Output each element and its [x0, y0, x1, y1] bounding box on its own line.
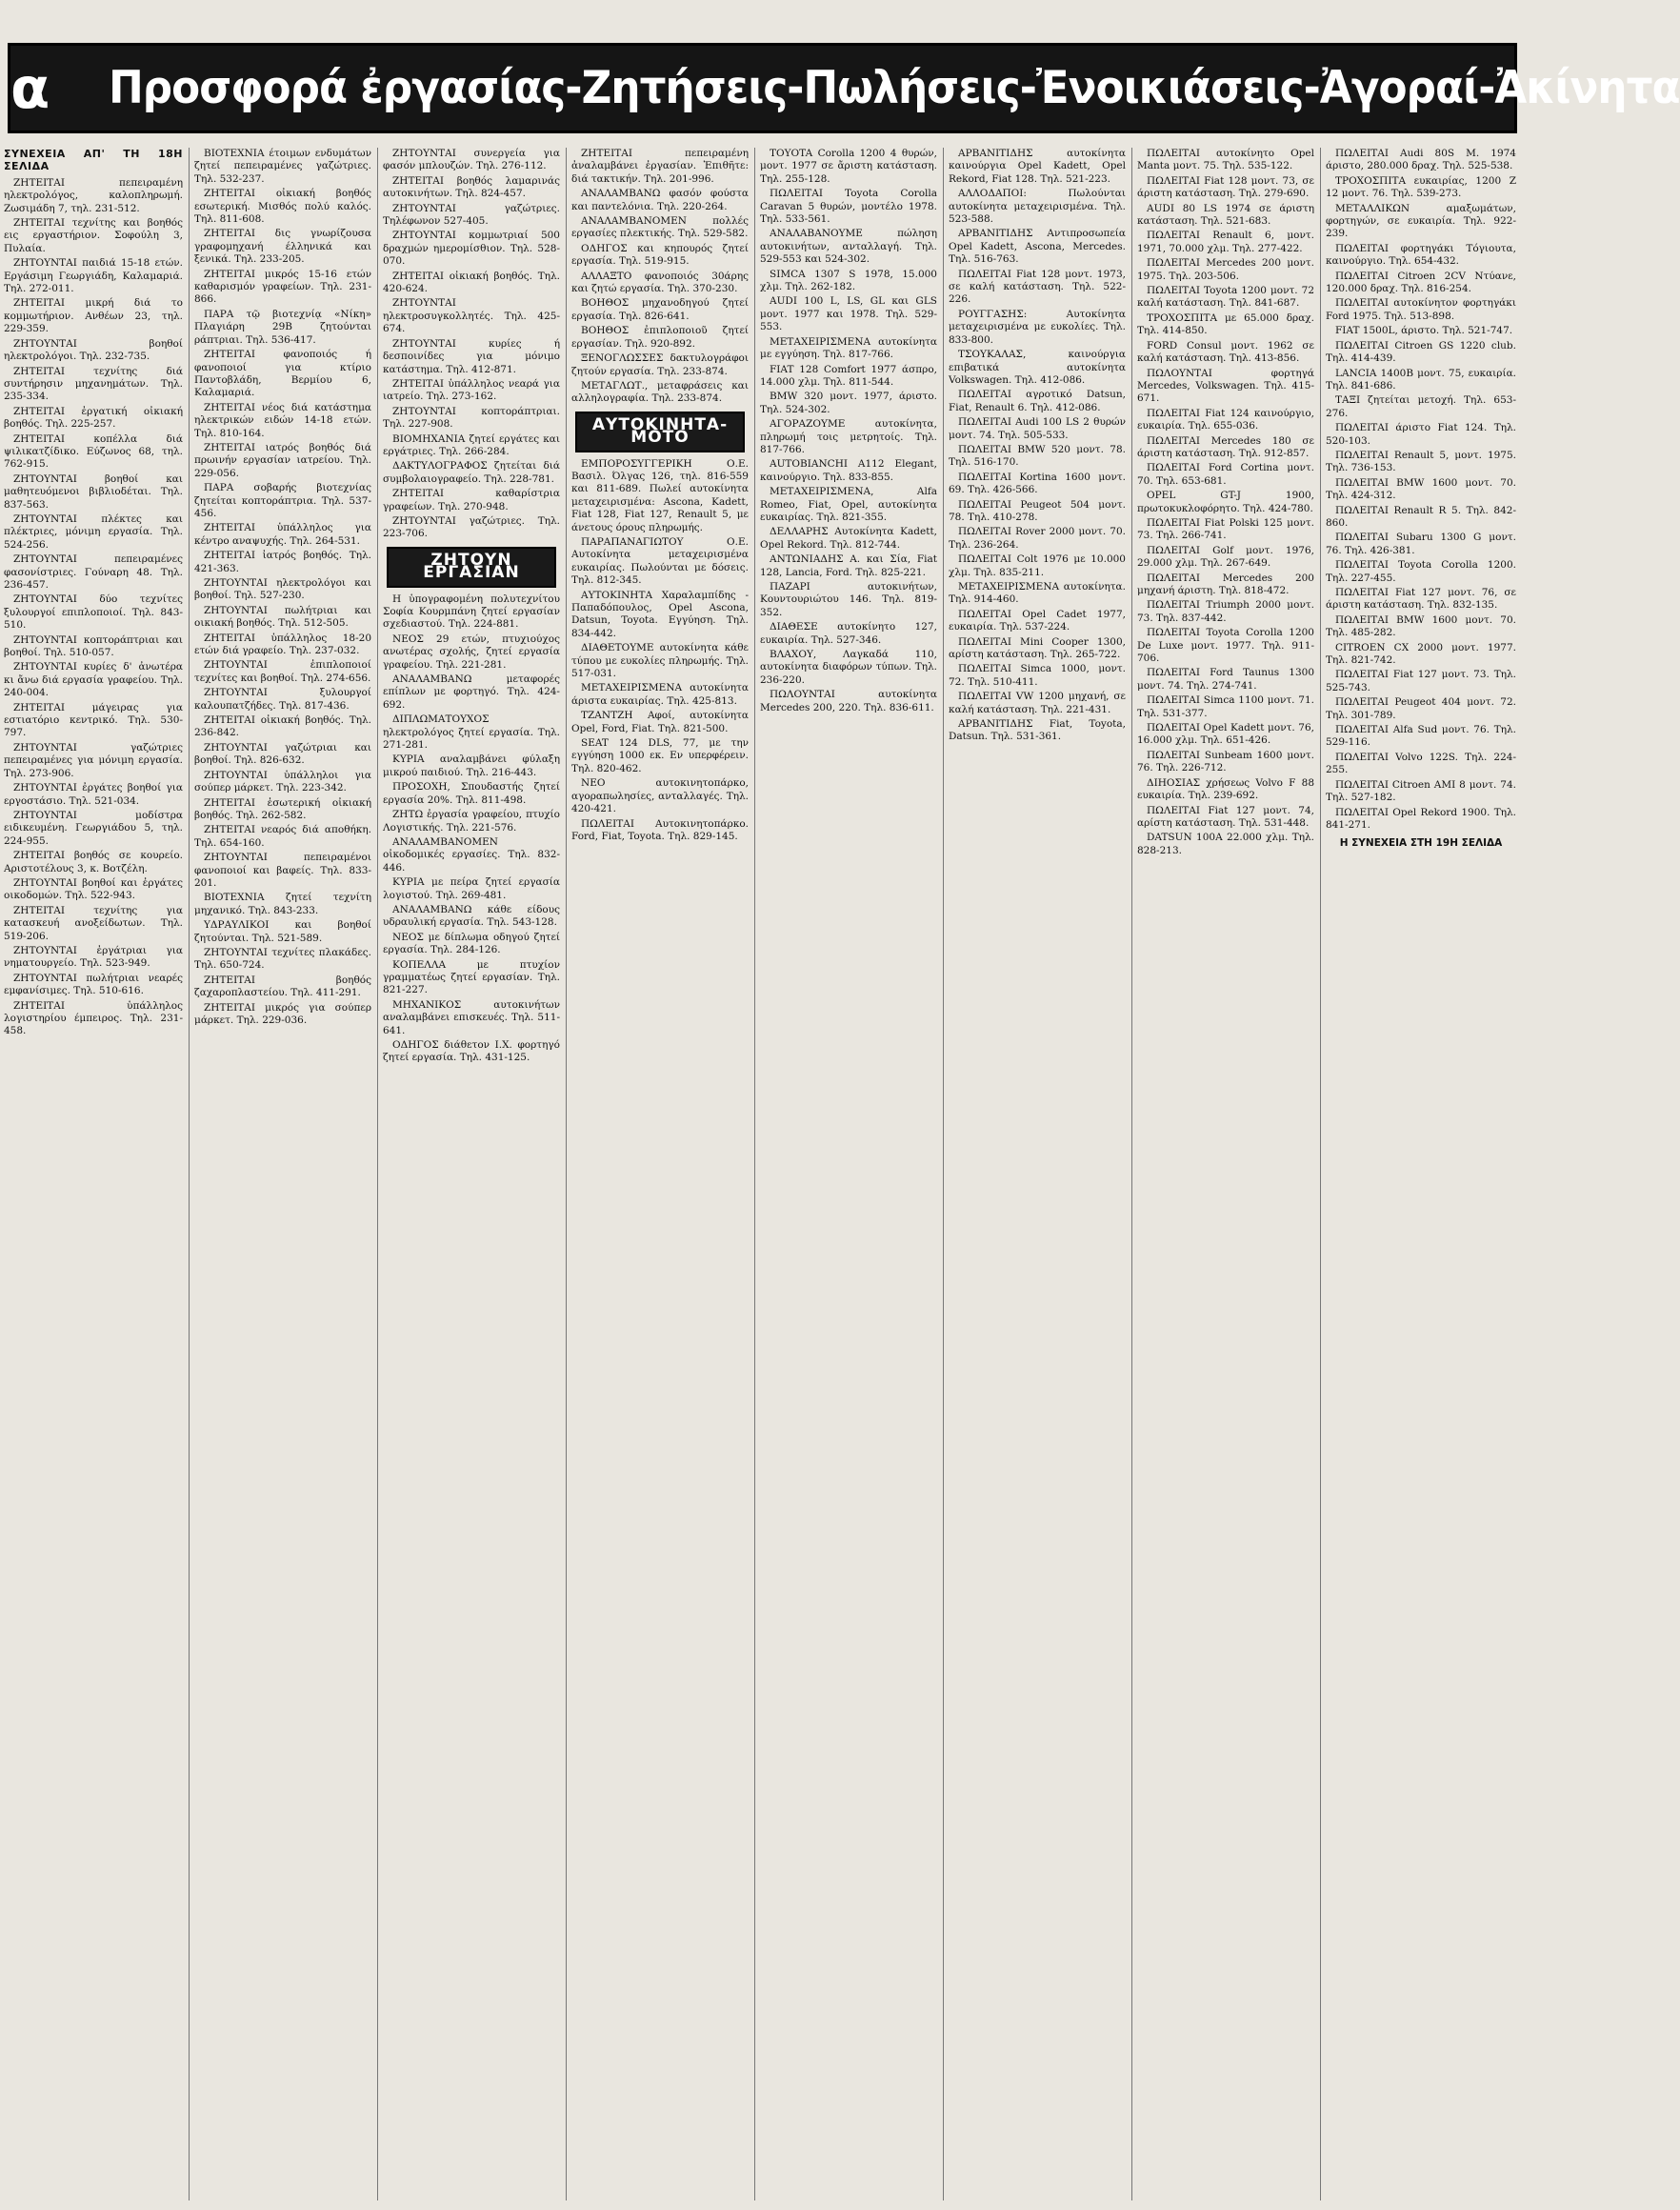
- classified-ad: ΠΩΛΕΙΤΑΙ Mercedes 180 σε άριστη κατάσταση. Τηλ. 912-857.: [1137, 434, 1314, 459]
- classified-ad: ΠΩΛΕΙΤΑΙ Colt 1976 με 10.000 χλμ. Τηλ. 835-211.: [949, 553, 1126, 578]
- classified-ad: ΠΩΛΕΙΤΑΙ αυτοκίνητον φορτηγάκι Ford 1975. Τηλ. 513-898.: [1326, 297, 1516, 322]
- classified-ad: ΑΝΑΛΑΜΒΑΝΩ φασόν φούστα και παντελόνια. Τηλ. 220-264.: [571, 188, 749, 212]
- classified-ad: LANCIA 1400Β μοντ. 75, ευκαιρία. Τηλ. 841-686.: [1326, 367, 1516, 392]
- classified-ad: ΖΗΤΕΙΤΑΙ ιατρός βοηθός διά πρωινήν εργασίαν ιατρείου. Τηλ. 229-056.: [194, 441, 371, 479]
- classified-ad: ΤΡΟΧΟΣΠΙΤΑ με 65.000 δραχ. Τηλ. 414-850.: [1137, 311, 1314, 337]
- classified-ad: ΖΗΤΕΙΤΑΙ βοηθός σε κουρείο. Αριστοτέλους 3, κ. Βοτζέλη.: [4, 850, 183, 874]
- classified-ad: ΠΩΛΕΙΤΑΙ Kortina 1600 μοντ. 69. Τηλ. 426-566.: [949, 471, 1126, 496]
- classified-ad: ΠΩΛΟΥΝΤΑΙ φορτηγά Mercedes, Volkswagen. Τηλ. 415-671.: [1137, 367, 1314, 405]
- classified-ad: ΜΗΧΑΝΙΚΟΣ αυτοκινήτων αναλαμβάνει επισκευές. Τηλ. 511-641.: [383, 998, 560, 1036]
- classified-ad: ΥΔΡΑΥΛΙΚΟΙ και βοηθοί ζητούνται. Τηλ. 521-589.: [194, 919, 371, 944]
- classified-ad: ΖΗΤΕΙΤΑΙ νέος διά κατάστημα ηλεκτρικών ειδών 14-18 ετών. Τηλ. 810-164.: [194, 401, 371, 439]
- classified-ad: ΜΕΤΑΓΛΩΤ., μεταφράσεις και αλληλογραφία. Τηλ. 233-874.: [571, 379, 749, 405]
- classified-ad: ΖΗΤΟΥΝΤΑΙ ἐργάτες βοηθοί για εργοστάσιο. Τηλ. 521-034.: [4, 782, 183, 807]
- classified-ad: ΑΡΒΑΝΙΤΙΔΗΣ αυτοκίνητα καινούργια Opel Kadett, Opel Rekord, Fiat 128. Τηλ. 521-223.: [949, 148, 1126, 185]
- classified-ad: ΠΑΡΑ σοβαρής βιοτεχνίας ζητείται κοπτοράπτρια. Τηλ. 537-456.: [194, 482, 371, 519]
- classified-ad: ΠΩΛΕΙΤΑΙ Ford Cortina μοντ. 70. Τηλ. 653-681.: [1137, 462, 1314, 487]
- classified-ad: ΠΩΛΕΙΤΑΙ Simca 1000, μοντ. 72. Τηλ. 510-411.: [949, 663, 1126, 688]
- classified-ad: ΠΩΛΕΙΤΑΙ Volvo 122S. Τηλ. 224-255.: [1326, 751, 1516, 776]
- classified-ad: ΠΩΛΕΙΤΑΙ Renault R 5. Τηλ. 842-860.: [1326, 504, 1516, 529]
- classified-ad: ΖΗΤΕΙΤΑΙ ἐργατική οἰκιακή βοηθός. Τηλ. 225-257.: [4, 405, 183, 431]
- ad-column-4: [571, 148, 749, 2200]
- ad-column-8: [1326, 148, 1516, 2200]
- classified-ad: ΠΩΛΕΙΤΑΙ Triumph 2000 μοντ. 73. Τηλ. 837-442.: [1137, 599, 1314, 624]
- classified-ad: ΖΗΤΟΥΝΤΑΙ πλέκτες και πλέκτριες, μόνιμη εργασία. Τηλ. 524-256.: [4, 512, 183, 551]
- classified-ad: ΠΩΛΕΙΤΑΙ BMW 1600 μοντ. 70. Τηλ. 424-312.: [1326, 476, 1516, 502]
- classified-ad: ΑΝΑΛΑΒΑΝΟΥΜΕ πώληση αυτοκινήτων, ανταλλαγή. Τηλ. 529-553 και 524-302.: [760, 228, 937, 266]
- classified-ad: ΝΕΟ αυτοκινητοπάρκο, αγοραπωλησίες, ανταλλαγές. Τηλ. 420-421.: [571, 777, 749, 815]
- classified-ad: ΠΩΛΕΙΤΑΙ Renault 5, μοντ. 1975. Τηλ. 736-153.: [1326, 449, 1516, 474]
- classified-ad: ΖΗΤΕΙΤΑΙ βοηθός ζαχαροπλαστείου. Τηλ. 411-291.: [194, 974, 371, 999]
- classified-ad: ΔΙΑΘΕΤΟΥΜΕ αυτοκίνητα κάθε τύπου με ευκολίες πληρωμής. Τηλ. 517-031.: [571, 642, 749, 680]
- classified-ad: ΠΩΛΕΙΤΑΙ Fiat 127 μοντ. 76, σε άριστη κατάσταση. Τηλ. 832-135.: [1326, 587, 1516, 612]
- classified-ad: ΠΩΛΕΙΤΑΙ Peugeot 404 μοντ. 72. Τηλ. 301-789.: [1326, 696, 1516, 721]
- classified-ad: ΠΩΛΕΙΤΑΙ Peugeot 504 μοντ. 78. Τηλ. 410-278.: [949, 498, 1126, 523]
- classified-ad: ΠΩΛΕΙΤΑΙ Citroen 2CV Ντύανε, 120.000 δραχ. Τηλ. 816-254.: [1326, 270, 1516, 295]
- classified-ad: ΖΗΤΕΙΤΑΙ μικρός για σούπερ μάρκετ. Τηλ. 229-036.: [194, 1001, 371, 1026]
- classified-ad: ΠΩΛΕΙΤΑΙ Fiat 124 καινούργιο, ευκαιρία. Τηλ. 655-036.: [1137, 407, 1314, 432]
- column-divider: [1131, 148, 1132, 2200]
- classified-ad: ΖΗΤΟΥΝΤΑΙ κομμωτριαί 500 δραχμών ημερομίσθιον. Τηλ. 528-070.: [383, 230, 560, 268]
- classified-ad: ΚΥΡΙΑ με πείρα ζητεί εργασία λογιστού. Τηλ. 269-481.: [383, 876, 560, 901]
- column-divider: [189, 148, 190, 2200]
- classified-ad: ΖΗΤΕΙΤΑΙ οἰκιακή βοηθός. Τηλ. 236-842.: [194, 714, 371, 739]
- classified-ad: ΖΗΤΟΥΝΤΑΙ κοπτοράπτριαι. Τηλ. 227-908.: [383, 405, 560, 431]
- classified-ad: ΖΗΤΕΙΤΑΙ μικρή διά το κομμωτήριον. Ανθέων 23, τηλ. 229-359.: [4, 297, 183, 335]
- classified-ad: ΖΗΤΕΙΤΑΙ τεχνίτης διά συντήρησιν μηχανημάτων. Τηλ. 235-334.: [4, 365, 183, 403]
- classified-ad: ΠΩΛΕΙΤΑΙ Renault 6, μοντ. 1971, 70.000 χλμ. Τηλ. 277-422.: [1137, 230, 1314, 254]
- classified-ad: ΔΙΑΘΕΣΕ αυτοκίνητο 127, ευκαιρία. Τηλ. 527-346.: [760, 621, 937, 646]
- classified-ad: ΞΕΝΟΓΛΩΣΣΕΣ δακτυλογράφοι ζητούν εργασία. Τηλ. 233-874.: [571, 352, 749, 377]
- classified-ad: ΠΑΡΑ τῷ βιοτεχνίᾳ «Νίκη» Πλαγιάρη 29Β ζητούνται ράπτριαι. Τηλ. 536-417.: [194, 308, 371, 346]
- classified-ad: ΖΗΤΕΙΤΑΙ τεχνίτης για κατασκευή ανοξείδωτων. Τηλ. 519-206.: [4, 904, 183, 942]
- classified-ad: ΖΗΤΟΥΝΤΑΙ βοηθοί και μαθητευόμενοι βιβλιοδέται. Τηλ. 837-563.: [4, 472, 183, 511]
- classified-ad: ΠΩΛΕΙΤΑΙ Rover 2000 μοντ. 70. Τηλ. 236-264.: [949, 526, 1126, 551]
- banner-edge-letter: α: [10, 54, 50, 122]
- classified-ad: ΖΗΤΕΙΤΑΙ βοηθός λαμαρινάς αυτοκινήτων. Τηλ. 824-457.: [383, 174, 560, 200]
- classified-ad: ΒΟΗΘΟΣ ἐπιπλοποιοῦ ζητεί εργασίαν. Τηλ. 920-892.: [571, 325, 749, 350]
- section-heading: ΖΗΤΟΥΝ ΕΡΓΑΣΙΑΝ: [387, 547, 556, 588]
- classified-ad: ΠΩΛΕΙΤΑΙ Sunbeam 1600 μοντ. 76. Τηλ. 226-712.: [1137, 749, 1314, 774]
- classified-ad: ΖΗΤΟΥΝΤΑΙ γαζώτριες πεπειραμένες για μόνιμη εργασία. Τηλ. 273-906.: [4, 741, 183, 779]
- classified-ad: ΖΗΤΟΥΝΤΑΙ δύο τεχνίτες ξυλουργοί επιπλοποιοί. Τηλ. 843-510.: [4, 593, 183, 632]
- classified-ad: ΖΗΤΟΥΝΤΑΙ κυρίες ή δεσποινίδες για μόνιμο κατάστημα. Τηλ. 412-871.: [383, 337, 560, 375]
- classified-ad: ΠΩΛΕΙΤΑΙ Audi 100 LS 2 θυρών μοντ. 74. Τηλ. 505-533.: [949, 416, 1126, 441]
- classified-ad: ΖΗΤΟΥΝΤΑΙ γαζώτριαι και βοηθοί. Τηλ. 826-632.: [194, 741, 371, 767]
- classified-ad: ΒΟΗΘΟΣ μηχανοδηγού ζητεί εργασία. Τηλ. 826-641.: [571, 297, 749, 322]
- classified-ad: TOYOTA Corolla 1200 4 θυρών, μοντ. 1977 σε ἄριστη κατάσταση. Τηλ. 255-128.: [760, 148, 937, 185]
- classified-ad: ΖΗΤΟΥΝΤΑΙ ηλεκτροσυγκολλητές. Τηλ. 425-674.: [383, 297, 560, 335]
- classified-ad: ΔΙΠΛΩΜΑΤΟΥΧΟΣ ηλεκτρολόγος ζητεί εργασία. Τηλ. 271-281.: [383, 713, 560, 752]
- classified-ad: ΠΩΛΕΙΤΑΙ Audi 80S Μ. 1974 άριστο, 280.000 δραχ. Τηλ. 525-538.: [1326, 148, 1516, 172]
- classified-ad: ΖΗΤΟΥΝΤΑΙ πωλήτριαι και οικιακή βοηθός. Τηλ. 512-505.: [194, 604, 371, 630]
- classified-ad: ΖΗΤΕΙΤΑΙ οἰκιακή βοηθός. Τηλ. 420-624.: [383, 270, 560, 295]
- classified-ad: ΠΩΛΕΙΤΑΙ Simca 1100 μοντ. 71. Τηλ. 531-377.: [1137, 694, 1314, 719]
- classified-ad: ΖΗΤΕΙΤΑΙ μικρός 15-16 ετών καθαρισμόν γραφείων. Τηλ. 231-866.: [194, 268, 371, 306]
- classified-ad: ΔΙΗΟΣΙΑΣ χρήσεως Volvo F 88 ευκαιρία. Τηλ. 239-692.: [1137, 776, 1314, 802]
- classified-ad: Η ὑπογραφομένη πολυτεχνίτου Σοφία Κουρμπάνη ζητεί εργασίαν σχεδιαστού. Τηλ. 224-881.: [383, 593, 560, 631]
- classified-ad: ΒΙΟΜΗΧΑΝΙΑ ζητεί εργάτες και εργάτριες. Τηλ. 266-284.: [383, 432, 560, 457]
- classified-ad: ΝΕΟΣ με δίπλωμα οδηγού ζητεί εργασία. Τηλ. 284-126.: [383, 931, 560, 956]
- classified-ad: ΔΑΚΤΥΛΟΓΡΑΦΟΣ ζητείται διά συμβολαιογραφείο. Τηλ. 228-781.: [383, 460, 560, 485]
- classified-ad: ΠΩΛΕΙΤΑΙ Alfa Sud μοντ. 76. Τηλ. 529-116.: [1326, 724, 1516, 749]
- classified-ad: ΖΗΤΕΙΤΑΙ φανοποιός ή φανοποιοί για κτίριο Παντοβλάδη, Βερμίου 6, Καλαμαριά.: [194, 349, 371, 399]
- classified-ad: ΑΝΤΩΝΙΑΔΗΣ Α. και Σία, Fiat 128, Lancia, Ford. Τηλ. 825-221.: [760, 553, 937, 578]
- classified-ad: ΖΗΤΕΙΤΑΙ ὑπάλληλος για κέντρο αναψυχής. Τηλ. 264-531.: [194, 522, 371, 547]
- continuation-header: ΣΥΝΕΧΕΙΑ ΑΠ' ΤΗ 18Η ΣΕΛΙΔΑ: [4, 148, 183, 173]
- classified-ad: ΠΩΛΕΙΤΑΙ Opel Kadett μοντ. 76, 16.000 χλμ. Τηλ. 651-426.: [1137, 722, 1314, 747]
- classified-ad: ΑΝΑΛΑΜΒΑΝΩ μεταφορές επίπλων με φορτηγό. Τηλ. 424-692.: [383, 673, 560, 711]
- classified-ad: ΟΔΗΓΟΣ διάθετον Ι.Χ. φορτηγό ζητεί εργασία. Τηλ. 431-125.: [383, 1039, 560, 1064]
- column-divider: [377, 148, 378, 2200]
- classified-ad: FIAT 128 Comfort 1977 άσπρο, 14.000 χλμ. Τηλ. 811-544.: [760, 363, 937, 388]
- classified-ad: ΖΗΤΟΥΝΤΑΙ ἐργάτριαι για νηματουργείο. Τηλ. 523-949.: [4, 944, 183, 970]
- classified-ad: ΠΑΖΑΡΙ αυτοκινήτων, Κουντουριώτου 146. Τηλ. 819-352.: [760, 581, 937, 618]
- classified-ad: ΖΗΤΟΥΝΤΑΙ ὑπάλληλοι για σούπερ μάρκετ. Τηλ. 223-342.: [194, 769, 371, 794]
- classified-ad: ΖΗΤΟΥΝΤΑΙ ἐπιπλοποιοί τεχνίτες και βοηθοί. Τηλ. 274-656.: [194, 659, 371, 684]
- classified-ad: ΠΩΛΕΙΤΑΙ Ford Taunus 1300 μοντ. 74. Τηλ. 274-741.: [1137, 667, 1314, 692]
- classified-ad: ΠΩΛΕΙΤΑΙ Mercedes 200 μηχανή άριστη. Τηλ. 818-472.: [1137, 572, 1314, 596]
- classified-ad: ΖΗΤΟΥΝΤΑΙ πωλήτριαι νεαρές εμφανίσιμες. Τηλ. 510-616.: [4, 972, 183, 997]
- classified-ad: ΖΗΤΕΙΤΑΙ κοπέλλα διά ψιλικατζίδικο. Εύζωνος 68, τηλ. 762-915.: [4, 432, 183, 471]
- classified-ad: DATSUN 100Α 22.000 χλμ. Τηλ. 828-213.: [1137, 832, 1314, 856]
- classified-ad: SEAT 124 DLS, 77, με την εγγύηση 1000 εκ. Εν υπερφέρειν. Τηλ. 820-462.: [571, 737, 749, 774]
- classified-ad: ΖΗΤΕΙΤΑΙ ἐσωτερική οἰκιακή βοηθός. Τηλ. 262-582.: [194, 796, 371, 821]
- classified-ad: ΖΗΤΟΥΝΤΑΙ πεπειραμένες φασονίστριες. Γούναρη 48. Τηλ. 236-457.: [4, 553, 183, 591]
- classified-ad: ΔΕΛΛΑΡΗΣ Αυτοκίνητα Kadett, Opel Rekord. Τηλ. 812-744.: [760, 526, 937, 551]
- classified-ad: ΜΕΤΑΧΕΙΡΙΣΜΕΝΑ αυτοκίνητα άριστα ευκαιρίας. Τηλ. 425-813.: [571, 682, 749, 707]
- classified-ad: ΑΛΛΟΔΑΠΟΙ: Πωλούνται αυτοκίνητα μεταχειρισμένα. Τηλ. 523-588.: [949, 188, 1126, 226]
- classified-ad: ΖΗΤΕΙΤΑΙ τεχνίτης και βοηθός εις εργαστήριον. Σοφούλη 3, Πυλαία.: [4, 217, 183, 254]
- classified-ad: ΖΗΤΕΙΤΑΙ πεπειραμένη ἀναλαμβάνει ἐργασίαν. Ἐπιθῆτε: διά τακτικήν. Τηλ. 201-996.: [571, 148, 749, 185]
- classified-ad: ΠΩΛΕΙΤΑΙ Fiat 127 μοντ. 73. Τηλ. 525-743.: [1326, 669, 1516, 693]
- ad-column-5: [760, 148, 937, 2200]
- classified-ad: AUDI 100 L, LS, GL και GLS μοντ. 1977 και 1978. Τηλ. 529-553.: [760, 295, 937, 333]
- classified-ad: FIAT 1500L, άριστο. Τηλ. 521-747.: [1335, 325, 1513, 337]
- classified-ad: ΚΟΠΕΛΛΑ με πτυχίον γραμματέως ζητεί εργασίαν. Τηλ. 821-227.: [383, 958, 560, 996]
- classified-ad: ΠΩΛΕΙΤΑΙ Mini Cooper 1300, αρίστη κατάσταση. Τηλ. 265-722.: [949, 635, 1126, 661]
- classified-ad: ΠΑΡΑΠΑΝΑΓΙΩΤΟΥ Ο.Ε. Αυτοκίνητα μεταχειρισμένα ευκαιρίας. Πωλούνται με δόσεις. Τηλ. 812-345.: [571, 535, 749, 587]
- classified-ad: ΖΗΤΕΙΤΑΙ ὑπάλληλος νεαρά για ιατρείο. Τηλ. 273-162.: [383, 377, 560, 403]
- classified-ad: ΠΩΛΕΙΤΑΙ Toyota Corolla 1200 De Luxe μοντ. 1977. Τηλ. 911-706.: [1137, 627, 1314, 665]
- classified-ad: ΖΗΤΕΙΤΑΙ νεαρός διά αποθήκη. Τηλ. 654-160.: [194, 824, 371, 849]
- classified-ad: AUDI 80 LS 1974 σε άριστη κατάσταση. Τηλ. 521-683.: [1137, 202, 1314, 228]
- classified-ad: ΠΩΛΕΙΤΑΙ Αυτοκινητοπάρκο. Ford, Fiat, Toyota. Τηλ. 829-145.: [571, 817, 749, 842]
- classified-ad: ΠΩΛΕΙΤΑΙ BMW 520 μοντ. 78. Τηλ. 516-170.: [949, 443, 1126, 469]
- classified-ad: ΟΔΗΓΟΣ και κηπουρός ζητεί εργασία. Τηλ. 519-915.: [571, 242, 749, 268]
- classified-ad: ΠΩΛΕΙΤΑΙ άριστο Fiat 124. Τηλ. 520-103.: [1326, 422, 1516, 447]
- classified-ad: SIMCA 1307 S 1978, 15.000 χλμ. Τηλ. 262-182.: [760, 268, 937, 293]
- classified-ad: ΠΡΟΣΟΧΗ, Σπουδαστής ζητεί εργασία 20%. Τηλ. 811-498.: [383, 781, 560, 806]
- classified-ad: ΖΗΤΟΥΝΤΑΙ κυρίες δ' ἀνωτέρα κι ἄνω διά εργασία γραφείου. Τηλ. 240-004.: [4, 661, 183, 699]
- classifieds-banner: [8, 43, 1680, 133]
- classified-ad: ΤΣΟΥΚΑΛΑΣ, καινούργια επιβατικά αυτοκίνητα Volkswagen. Τηλ. 412-086.: [949, 349, 1126, 386]
- classified-ad: ΒΙΟΤΕΧΝΙΑ ζητεί τεχνίτη μηχανικό. Τηλ. 843-233.: [194, 892, 371, 916]
- classified-ad: FORD Consul μοντ. 1962 σε καλή κατάσταση. Τηλ. 413-856.: [1137, 339, 1314, 365]
- classified-ad: ΠΩΛΕΙΤΑΙ αγροτικό Datsun, Fiat, Renault 6. Τηλ. 412-086.: [949, 389, 1126, 413]
- classified-ad: ΖΗΤΟΥΝΤΑΙ ηλεκτρολόγοι και βοηθοί. Τηλ. 527-230.: [194, 577, 371, 602]
- classified-ad: ΠΩΛΕΙΤΑΙ Fiat 127 μοντ. 74, αρίστη κατάσταση. Τηλ. 531-448.: [1137, 804, 1314, 829]
- banner-title: Προσφορά ἐργασίας-Ζητήσεις-Πωλήσεις-Ἐνοικιάσεις-Ἀγοραί-Ἀκίνητα: [109, 62, 1680, 114]
- classified-ad: ΖΗΤΕΙΤΑΙ ὑπάλληλος 18-20 ετών διά γραφείο. Τηλ. 237-032.: [194, 632, 371, 657]
- classified-ad: ΖΗΤΟΥΝΤΑΙ μοδίστρα ειδικευμένη. Γεωργιάδου 5, τηλ. 224-955.: [4, 809, 183, 847]
- classified-ad: ΖΗΤΕΙΤΑΙ πεπειραμένη ηλεκτρολόγος, καλοπληρωμή. Ζωσιμάδη 7, τηλ. 231-512.: [4, 176, 183, 214]
- classified-ad: ΖΗΤΟΥΝΤΑΙ κοπτοράπτριαι και βοηθοί. Τηλ. 510-057.: [4, 633, 183, 659]
- classified-ad: ΠΩΛΕΙΤΑΙ Opel Cadet 1977, ευκαιρία. Τηλ. 537-224.: [949, 608, 1126, 633]
- classified-ad: ΖΗΤΟΥΝΤΑΙ πεπειραμένοι φανοποιοί και βαφείς. Τηλ. 833-201.: [194, 852, 371, 889]
- classified-ad: ΖΗΤΟΥΝΤΑΙ συνεργεία για φασόν μπλουζών. Τηλ. 276-112.: [383, 148, 560, 172]
- classified-ad: ΑΛΛΑΞΤΟ φανοποιός 30άρης και ζητώ εργασία. Τηλ. 370-230.: [571, 270, 749, 295]
- classified-ad: ΠΩΛΕΙΤΑΙ Fiat Polski 125 μοντ. 73. Τηλ. 266-741.: [1137, 516, 1314, 542]
- classified-ad: ΠΩΛΕΙΤΑΙ Toyota Corolla 1200. Τηλ. 227-455.: [1326, 559, 1516, 584]
- section-heading: ΑΥΤΟΚΙΝΗΤΑ-ΜΟΤΟ: [575, 412, 745, 452]
- classified-ad: ΖΗΤΟΥΝΤΑΙ τεχνίτες πλακάδες. Τηλ. 650-724.: [194, 946, 371, 972]
- classified-ad: ΡΟΥΓΓΑΣΗΣ: Αυτοκίνητα μεταχειρισμένα με ευκολίες. Τηλ. 833-800.: [949, 308, 1126, 346]
- classified-ad: ΠΩΛΕΙΤΑΙ φορτηγάκι Τόγιουτα, καινούργιο. Τηλ. 654-432.: [1326, 242, 1516, 268]
- classified-ad: ΠΩΛΕΙΤΑΙ Citroen GS 1220 club. Τηλ. 414-439.: [1326, 339, 1516, 365]
- classified-ad: ΤΑΞΙ ζητείται μετοχή. Τηλ. 653-276.: [1326, 394, 1516, 419]
- ad-column-7: [1137, 148, 1314, 2200]
- column-divider: [754, 148, 755, 2200]
- classified-ad: CITROEN CX 2000 μοντ. 1977. Τηλ. 821-742.: [1326, 641, 1516, 667]
- ad-column-6: [949, 148, 1126, 2200]
- classified-ad: ΑΝΑΛΑΜΒΑΝΩ κάθε είδους υδραυλική εργασία. Τηλ. 543-128.: [383, 903, 560, 929]
- classified-ad: OPEL GT-J 1900, πρωτοκυκλοφόρητο. Τηλ. 424-780.: [1137, 490, 1314, 514]
- classified-ad: ΠΩΛΕΙΤΑΙ Subaru 1300 G μοντ. 76. Τηλ. 426-381.: [1326, 532, 1516, 556]
- ad-column-1: [4, 148, 183, 2200]
- classified-ad: ΠΩΛΕΙΤΑΙ Toyota Corolla Caravan 5 θυρών, μοντέλο 1978. Τηλ. 533-561.: [760, 188, 937, 226]
- classified-ad: ΜΕΤΑΛΛΙΚΩΝ αμαξωμάτων, φορτηγών, σε ευκαιρία. Τηλ. 922-239.: [1326, 202, 1516, 240]
- classified-ad: ΖΗΤΟΥΝΤΑΙ γαζώτριες. Τηλ. 223-706.: [383, 514, 560, 540]
- classified-ad: ΚΥΡΙΑ αναλαμβάνει φύλαξη μικρού παιδιού. Τηλ. 216-443.: [383, 753, 560, 778]
- classified-ad: ΑΡΒΑΝΙΤΙΔΗΣ Αντιπροσωπεία Opel Kadett, Ascona, Mercedes. Τηλ. 516-763.: [949, 228, 1126, 266]
- classified-ad: ΠΩΛΕΙΤΑΙ BMW 1600 μοντ. 70. Τηλ. 485-282.: [1326, 613, 1516, 639]
- classified-ad: ΖΗΤΟΥΝΤΑΙ γαζώτριες. Τηλέφωνον 527-405.: [383, 202, 560, 228]
- ad-column-2: [194, 148, 371, 2200]
- classified-ad: ΠΩΛΕΙΤΑΙ Citroen AMI 8 μοντ. 74. Τηλ. 527-182.: [1326, 778, 1516, 804]
- classified-ad: BMW 320 μοντ. 1977, άριστο. Τηλ. 524-302.: [760, 391, 937, 415]
- classified-ad: ΝΕΟΣ 29 ετών, πτυχιούχος ανωτέρας σχολής, ζητεί εργασία γραφείου. Τηλ. 221-281.: [383, 633, 560, 671]
- classified-ad: ΑΓΟΡΑΖΟΥΜΕ αυτοκίνητα, πληρωμή τοις μετρητοίς. Τηλ. 817-766.: [760, 418, 937, 455]
- classified-ad: ΠΩΛΕΙΤΑΙ αυτοκίνητο Opel Manta μοντ. 75. Τηλ. 535-122.: [1137, 148, 1314, 172]
- continued-note: Η ΣΥΝΕΧΕΙΑ ΣΤΗ 19Η ΣΕΛΙΔΑ: [1339, 837, 1503, 850]
- column-divider: [566, 148, 567, 2200]
- column-divider: [943, 148, 944, 2200]
- classified-ad: ΖΗΤΕΙΤΑΙ καθαρίστρια γραφείων. Τηλ. 270-948.: [383, 488, 560, 512]
- classified-ad: ΑΥΤΟΚΙΝΗΤΑ Χαραλαμπίδης - Παπαδόπουλος, Opel Ascona, Datsun, Toyota. Εγγύηση. Τηλ. 834-442.: [571, 589, 749, 639]
- classified-ad: ΖΗΤΕΙΤΑΙ μάγειρας για εστιατόριο κεντρικό. Τηλ. 530-797.: [4, 701, 183, 739]
- classified-ad: ΒΙΟΤΕΧΝΙΑ έτοιμων ενδυμάτων ζητεί πεπειραμένες γαζώτριες. Τηλ. 532-237.: [194, 148, 371, 185]
- classified-ad: AUTOBIANCHI A112 Elegant, καινούργιο. Τηλ. 833-855.: [760, 458, 937, 483]
- classified-ad: ΑΝΑΛΑΜΒΑΝΟΜΕΝ πολλές εργασίες πλεκτικής. Τηλ. 529-582.: [571, 215, 749, 240]
- classified-ad: ΠΩΛΕΙΤΑΙ Fiat 128 μοντ. 1973, σε καλή κατάσταση. Τηλ. 522-226.: [949, 268, 1126, 306]
- classified-ad: ΑΝΑΛΑΜΒΑΝΟΜΕΝ οἰκοδομικές εργασίες. Τηλ. 832-446.: [383, 835, 560, 874]
- classified-ad: ΤΡΟΧΟΣΠΙΤΑ ευκαιρίας, 1200 Ζ 12 μοντ. 76. Τηλ. 539-273.: [1326, 174, 1516, 200]
- ad-column-3: [383, 148, 560, 2200]
- classified-ad: ΖΗΤΟΥΝΤΑΙ βοηθοί ηλεκτρολόγοι. Τηλ. 232-735.: [4, 337, 183, 363]
- classified-ad: ΤΖΑΝΤΖΗ Αφοί, αυτοκίνητα Opel, Ford, Fiat. Τηλ. 821-500.: [571, 710, 749, 734]
- classified-ad: ΖΗΤΕΙΤΑΙ ὑπάλληλος λογιστηρίου έμπειρος. Τηλ. 231-458.: [4, 999, 183, 1037]
- classified-ad: ΠΩΛΕΙΤΑΙ Fiat 128 μοντ. 73, σε άριστη κατάσταση. Τηλ. 279-690.: [1137, 174, 1314, 200]
- classified-ad: ΜΕΤΑΧΕΙΡΙΣΜΕΝΑ αυτοκίνητα με εγγύηση. Τηλ. 817-766.: [760, 335, 937, 361]
- classified-ad: ΖΗΤΟΥΝΤΑΙ ξυλουργοί καλουπατζήδες. Τηλ. 817-436.: [194, 687, 371, 712]
- classified-ad: ΖΗΤΟΥΝΤΑΙ παιδιά 15-18 ετών. Εργάσιμη Γεωργιάδη, Καλαμαριά. Τηλ. 272-011.: [4, 257, 183, 295]
- classified-ad: ΖΗΤΟΥΝΤΑΙ βοηθοί και ἐργάτες οικοδομών. Τηλ. 522-943.: [4, 876, 183, 902]
- classified-ad: ΜΕΤΑΧΕΙΡΙΣΜΕΝΑ αυτοκίνητα. Τηλ. 914-460.: [949, 581, 1126, 606]
- classified-ad: ΠΩΛΕΙΤΑΙ VW 1200 μηχανή, σε καλή κατάσταση. Τηλ. 221-431.: [949, 691, 1126, 715]
- classified-ad: ΜΕΤΑΧΕΙΡΙΣΜΕΝΑ, Alfa Romeo, Fiat, Opel, αυτοκίνητα ευκαιρίας. Τηλ. 821-355.: [760, 486, 937, 523]
- classified-ad: ΠΩΛΕΙΤΑΙ Opel Rekord 1900. Τηλ. 841-271.: [1326, 806, 1516, 831]
- classified-ad: ΠΩΛΕΙΤΑΙ Golf μοντ. 1976, 29.000 χλμ. Τηλ. 267-649.: [1137, 544, 1314, 570]
- classified-ad: ΖΗΤΕΙΤΑΙ οἰκιακή βοηθός εσωτερική. Μισθός πολύ καλός. Τηλ. 811-608.: [194, 188, 371, 226]
- classified-ad: ΑΡΒΑΝΙΤΙΔΗΣ Fiat, Toyota, Datsun. Τηλ. 531-361.: [949, 718, 1126, 743]
- classified-ad: ΠΩΛΟΥΝΤΑΙ αυτοκίνητα Mercedes 200, 220. Τηλ. 836-611.: [760, 689, 937, 713]
- classified-ad: ΠΩΛΕΙΤΑΙ Toyota 1200 μοντ. 72 καλή κατάσταση. Τηλ. 841-687.: [1137, 285, 1314, 310]
- classified-ad: ΖΗΤΕΙΤΑΙ ἰατρός βοηθός. Τηλ. 421-363.: [194, 550, 371, 574]
- column-divider: [1320, 148, 1321, 2200]
- classified-ad: ΖΗΤΩ ἐργασία γραφείου, πτυχίο Λογιστικής. Τηλ. 221-576.: [383, 809, 560, 834]
- classified-ad: ΒΛΑΧΟΥ, Λαγκαδά 110, αυτοκίνητα διαφόρων τύπων. Τηλ. 236-220.: [760, 649, 937, 686]
- classified-ad: ΠΩΛΕΙΤΑΙ Mercedes 200 μοντ. 1975. Τηλ. 203-506.: [1137, 257, 1314, 282]
- classified-ad: ΕΜΠΟΡΟΣΥΓΓΕΡΙΚΗ Ο.Ε. Βασιλ. Όλγας 126, τηλ. 816-559 και 811-689. Πωλεί αυτοκίνητα μεταχειρισμένα: Ascona, Kadett, Fiat 128, Fiat 127, Renault 5, με άνετους όρους πληρωμής.: [571, 457, 749, 533]
- classified-ad: ΖΗΤΕΙΤΑΙ δις γνωρίζουσα γραφομηχανή έλληνικά και ξενικά. Τηλ. 233-205.: [194, 228, 371, 266]
